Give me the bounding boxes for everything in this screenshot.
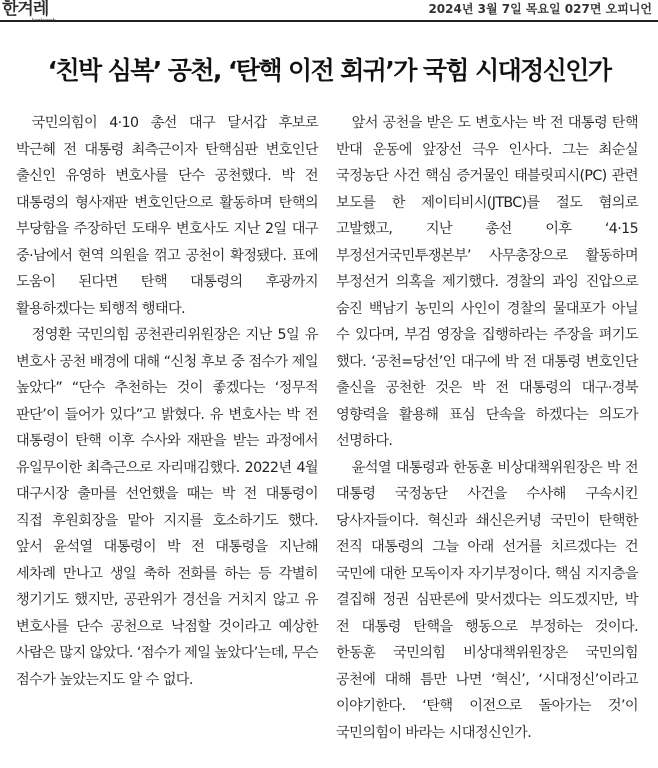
article-column-right bbox=[336, 110, 638, 746]
paragraph: 정영환 국민의힘 공천관리위원장은 지난 5일 유 변호사 공천 배경에 대해 “신청 후보 중 점수가 제일 높았다” “단수 추천하는 것이 좋겠다는 ‘정무적 판단’이 들어가 있다”고 밝혔다. 유 변호사는 박 전 대통령이 탄핵 이후 수사와 재판을 받는 과정에서 유일무이한 최측근으로 자리매김했다. 2022년 4월 대구시장 출마를 선언했을 때는 박 전 대통령이 직접 후원회장을 맡아 지지를 호소하기도 했다. 앞서 윤석열 대통령이 박 전 대통령을 지난해 세차례 만나고 생일 축하 전화를 하는 등 각별히 챙기기도 했지만, 공관위가 경선을 거치지 않고 유 변호사를 단수 공천으로 낙점할 것이라고 예상한 사람은 많지 않았다. ‘점수가 제일 높았다’는데, 무슨 점수가 높았는지도 알 수 없다. bbox=[16, 327, 318, 688]
masthead bbox=[0, 0, 658, 20]
issue-date-line: 2024년 3월 7일 목요일 027면 오피니언 bbox=[428, 2, 652, 16]
paragraph: 국민의힘이 4·10 총선 대구 달서갑 후보로 박근혜 전 대통령 최측근이자 탄핵심판 변호인단 출신인 유영하 변호사를 단수 공천했다. 박 전 대통령의 형사재판 변호인단으로 활동하며 탄핵의 부당함을 주장하던 도태우 변호사도 지난 2일 대구 중·남에서 현역 의원을 꺾고 공천이 확정됐다. 표에 도움이 된다면 탄핵 대통령의 후광까지 활용하겠다는 퇴행적 행태다. bbox=[16, 115, 318, 317]
masthead-divider bbox=[0, 20, 658, 22]
newspaper-logo bbox=[2, 0, 48, 18]
paragraph: 윤석열 대통령과 한동훈 비상대책위원장은 박 전 대통령 국정농단 사건을 수사해 구속시킨 당사자들이다. 혁신과 쇄신은커녕 국민이 탄핵한 전직 대통령의 그늘 아래 선거를 치르겠다는 건 국민에 대한 모독이자 자기부정이다. 핵심 지지층을 결집해 정권 심판론에 맞서겠다는 의도겠지만, 박 전 대통령 탄핵을 행동으로 부정하는 것이다. 한동훈 국민의힘 비상대책위원장은 국민의힘 공천에 대해 틈만 나면 ‘혁신’, ‘시대정신’이라고 이야기한다. ‘탄핵 이전으로 돌아가는 것’이 국민의힘이 바라는 시대정신인가. bbox=[336, 459, 638, 741]
article-column-left bbox=[16, 110, 318, 693]
editorial-headline: ‘친박 심복’ 공천, ‘탄핵 이전 회귀’가 국힘 시대정신인가 bbox=[47, 55, 611, 85]
paragraph: 앞서 공천을 받은 도 변호사는 박 전 대통령 탄핵 반대 운동에 앞장선 극우 인사다. 그는 최순실 국정농단 사건 핵심 증거물인 태블릿피시(PC) 관련 보도를 한 제이티비시(JTBC)를 절도 혐의로 고발했고, 지난 총선 이후 ‘4·15 부정선거국민투쟁본부’ 사무총장으로 활동하며 부정선거 의혹을 제기했다. 경찰의 과잉 진압으로 숨진 백남기 농민의 사인이 경찰의 물대포가 아닐 수 있다며, 부검 영장을 집행하라는 주장을 펴기도 했다. ‘공천=당선’인 대구에 박 전 대통령 변호인단 출신을 공천한 것은 박 전 대통령의 대구·경북 영향력을 활용해 표심 단속을 하겠다는 의도가 선명하다. bbox=[336, 115, 638, 449]
logo-text: 한겨레 bbox=[2, 0, 49, 19]
